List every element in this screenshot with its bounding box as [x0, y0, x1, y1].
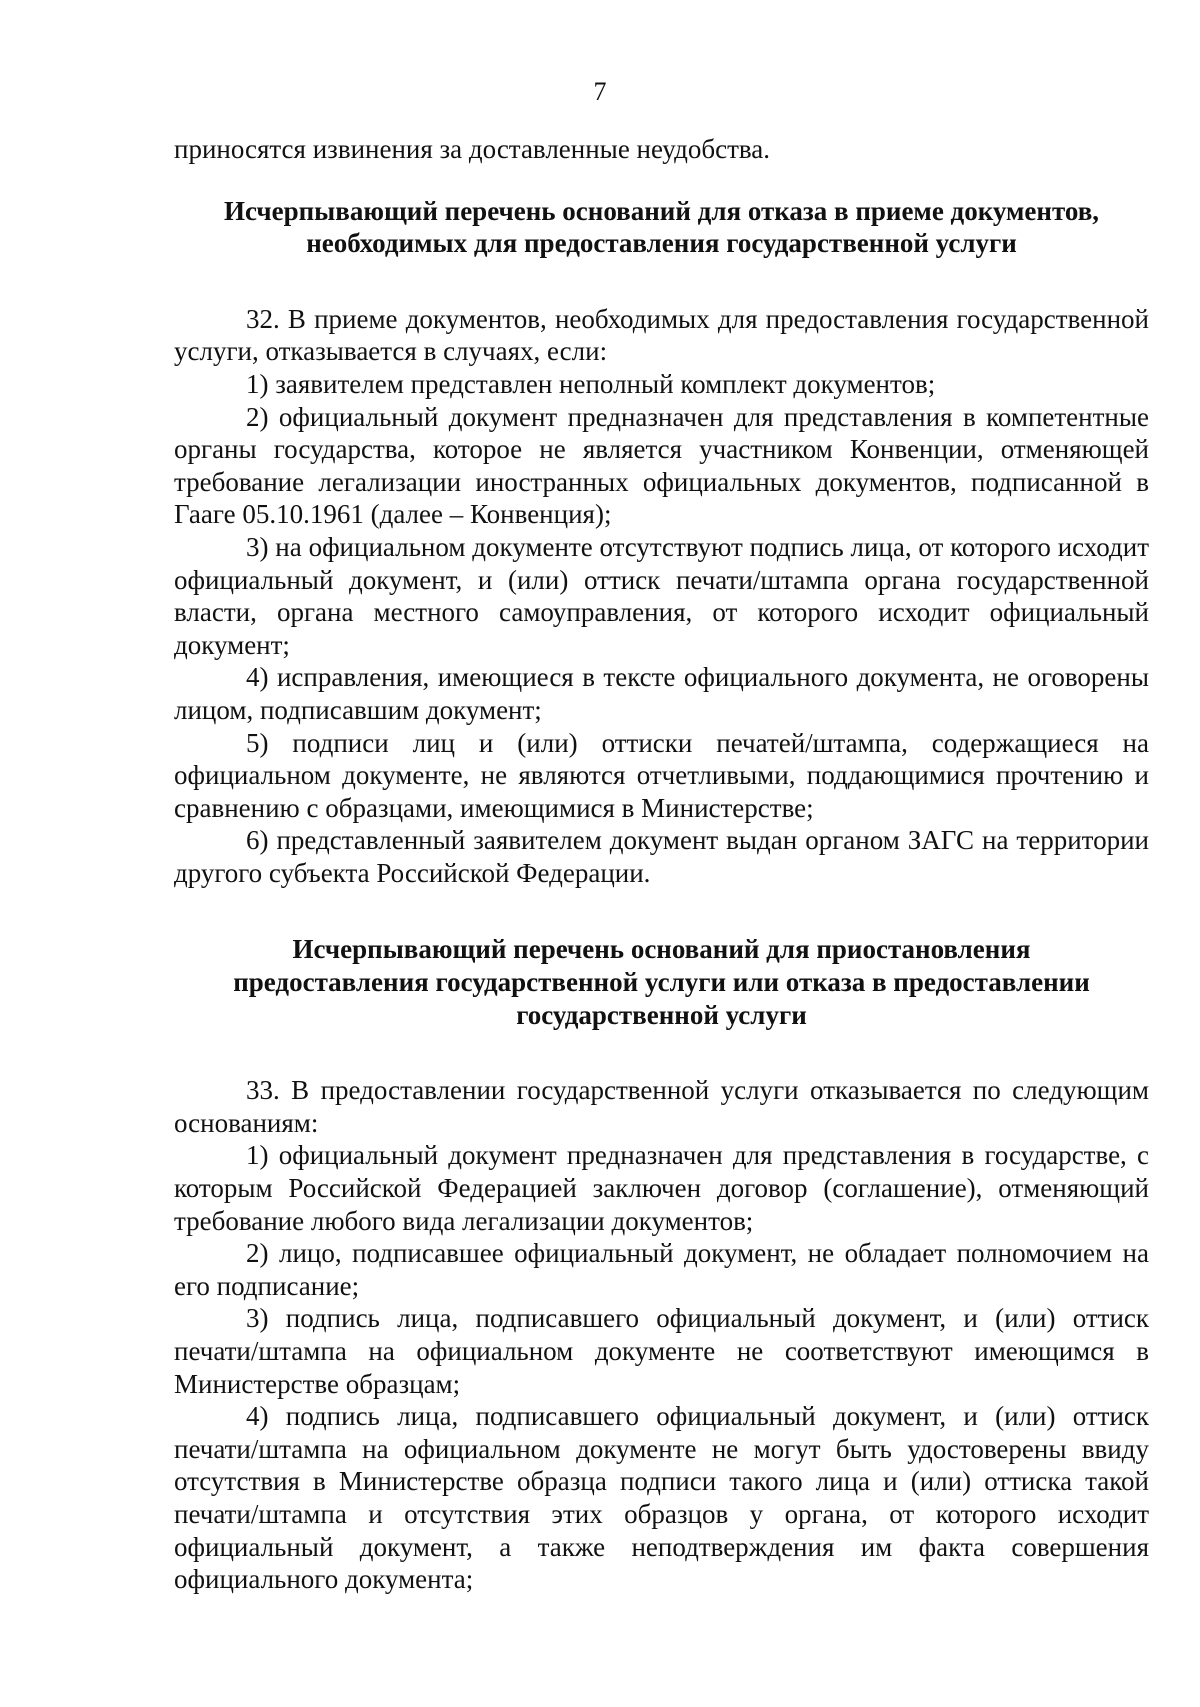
- heading-line: государственной услуги: [516, 999, 807, 1030]
- list-item: 4) подпись лица, подписавшего официальный документ, и (или) оттиск печати/штампа на официальном документе не могут быть удостоверены ввиду отсутствия в Министерстве образца подписи такого лица и (или) оттиска такой печати/штампа и отсутствия этих образцов у органа, от которого исходит официальный документ, а также неподтверждения им факта совершения официального документа;: [174, 1401, 1149, 1595]
- list-item: 4) исправления, имеющиеся в тексте официального документа, не оговорены лицом, подписавшим документ;: [174, 662, 1149, 725]
- page-number: 7: [593, 77, 607, 106]
- list-item: 1) официальный документ предназначен для представления в государстве, с которым Российской Федерацией заключен договор (соглашение), отменяющий требование любого вида легализации документов;: [174, 1140, 1149, 1236]
- paragraph-33: 33. В предоставлении государственной услуги отказывается по следующим основаниям:: [174, 1075, 1149, 1138]
- list-item: 3) подпись лица, подписавшего официальный документ, и (или) оттиск печати/штампа на официальном документе не соответствуют имеющимся в Министерстве образцам;: [174, 1303, 1149, 1399]
- document-body: [174, 133, 1149, 1596]
- list-item: 2) официальный документ предназначен для представления в компетентные органы государства, которое не является участником Конвенции, отменяющей требование легализации иностранных официальных документов, подписанной в Гааге 05.10.1961 (далее – Конвенция);: [174, 401, 1149, 530]
- heading-line: Исчерпывающий перечень оснований для приостановления: [292, 934, 1031, 965]
- list-item: 1) заявителем представлен неполный комплект документов;: [246, 368, 936, 399]
- heading-line: Исчерпывающий перечень оснований для отказа в приеме документов,: [223, 195, 1100, 226]
- list-item: 2) лицо, подписавшее официальный документ, не обладает полномочием на его подписание;: [174, 1238, 1149, 1301]
- section-heading-suspension-refusal: [174, 933, 1149, 1031]
- list-item: 6) представленный заявителем документ выдан органом ЗАГС на территории другого субъекта Российской Федерации.: [174, 825, 1149, 888]
- paragraph-32: 32. В приеме документов, необходимых для предоставления государственной услуги, отказывается в случаях, если:: [174, 303, 1149, 367]
- section-heading-refusal-acceptance: [174, 195, 1149, 260]
- heading-line: необходимых для предоставления государственной услуги: [306, 228, 1017, 259]
- intro-line: приносятся извинения за доставленные неудобства.: [174, 134, 770, 164]
- heading-line: предоставления государственной услуги или отказа в предоставлении: [233, 967, 1090, 998]
- list-item: 5) подписи лиц и (или) оттиски печатей/штампа, содержащиеся на официальном документе, не являются отчетливыми, поддающимися прочтению и сравнению с образцами, имеющимися в Министерстве;: [174, 727, 1149, 823]
- list-item: 3) на официальном документе отсутствуют подпись лица, от которого исходит официальный документ, и (или) оттиск печати/штампа органа государственной власти, органа местного самоуправления, от которого исходит официальный документ;: [174, 531, 1149, 660]
